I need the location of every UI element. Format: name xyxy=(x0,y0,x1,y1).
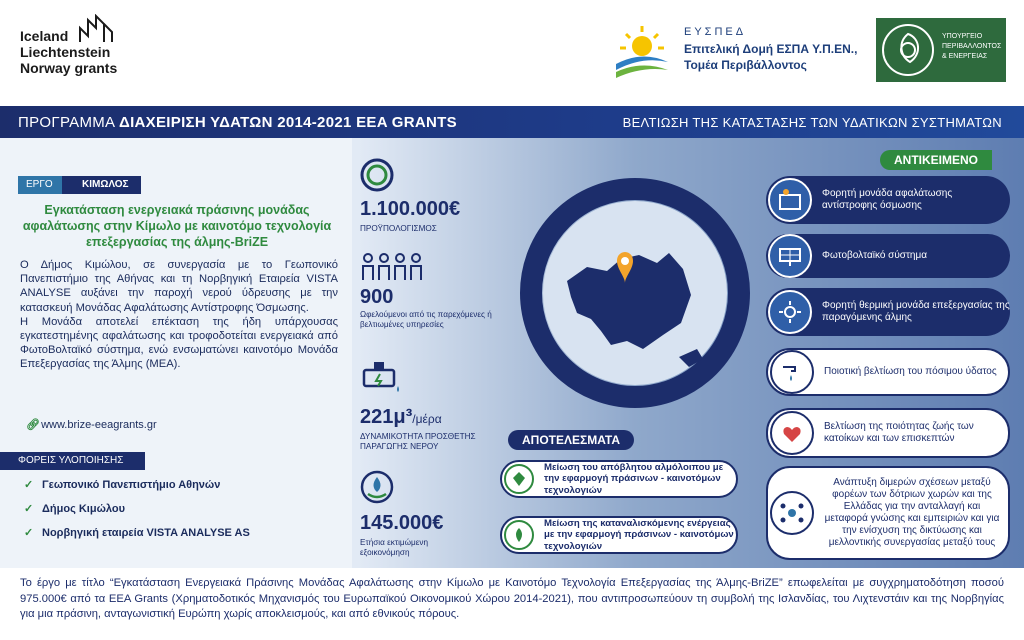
savings-value: 145.000€ xyxy=(360,512,444,534)
program-title xyxy=(18,114,457,131)
thermal-unit-icon xyxy=(768,290,812,334)
budget-label: ΠΡΟΫΠΟΛΟΓΙΣΜΟΣ xyxy=(360,224,437,233)
eyspe-logo xyxy=(612,22,872,82)
program-name: ΔΙΑΧΕΙΡΙΣΗ ΥΔΑΤΩΝ 2014-2021 EEA GRANTS xyxy=(119,114,457,131)
program-prefix: ΠΡΟΓΡΑΜΜΑ xyxy=(18,114,119,131)
logo-line-1: Iceland xyxy=(20,28,69,44)
implementer-item xyxy=(24,502,125,515)
result-text: Μείωση της καταναλισκόμενης ενέργειας με την εφαρμογή πράσινων - καινοτόμων τεχνολογιών xyxy=(544,517,734,552)
budget-value: 1.100.000€ xyxy=(360,198,461,220)
implementers-label: ΦΟΡΕΙΣ ΥΛΟΠΟΙΗΣΗΣ xyxy=(0,452,145,470)
project-title: Εγκατάσταση ενεργειακά πράσινης μονάδας αφαλάτωσης στην Κίμωλο με καινοτόμο τεχνολογία επεξεργασίας της άλμης-BriZE xyxy=(22,203,332,249)
project-panel xyxy=(0,138,352,568)
objective-text: Βελτίωση της ποιότητας ζωής των κατοίκων και των επισκεπτών xyxy=(824,421,974,444)
results-header: ΑΠΟΤΕΛΕΣΜΑΤΑ xyxy=(508,430,634,450)
project-tag xyxy=(18,176,141,194)
capacity-value xyxy=(360,406,442,429)
objective-item xyxy=(766,466,1010,560)
beneficiaries-label: Ωφελούμενοι από τις παρεχόμενες ή βελτιωμένες υπηρεσίες xyxy=(360,310,492,329)
solar-panel-icon xyxy=(768,234,812,278)
funding-footer: Το έργο με τίτλο “Εγκατάσταση Ενεργειακά Πράσινης Μονάδας Αφαλάτωσης στην Κίμωλο με Καινοτόμο Τεχνολογία Επεξεργασίας της Άλμης-BriZE” επωφελείται με συγχρηματοδότηση ποσού 975.000€ από τα EEA Grants (Χρηματοδοτικός Μηχανισμός του Ευρωπαϊκού Οικονομικού Χώρου 2014-2021), που αντιπροσωπεύουν τη συμβολή της Ισλανδίας, του Λιχτενστάιν και της Νορβηγίας για μια πράσινη, ανταγωνιστική Ευρώπη χωρίς αποκλεισμούς, και από εθνικούς πόρους. xyxy=(0,568,1024,640)
check-icon: ✓ xyxy=(24,527,34,539)
desalination-icon xyxy=(768,178,812,222)
kimolos-island-map xyxy=(515,173,755,413)
objective-item xyxy=(766,348,1010,396)
result-text: Μείωση του απόβλητου αλμόλοιπου με την εφαρμογή πράσινων - καινοτόμων τεχνολογιών xyxy=(544,461,724,496)
beneficiaries-value: 900 xyxy=(360,286,394,308)
waste-reduction-icon xyxy=(504,464,534,494)
savings-icon xyxy=(360,470,394,504)
objective-item xyxy=(766,234,1010,278)
objective-text: Ανάπτυξη διμερών σχέσεων μεταξύ φορέων των δότριων χωρών και της Ελλάδας για την ανταλλαγή και μεταφορά γνώσης και εμπειριών και για την ενίσχυση της δικτύωσης και μελλοντικής συνεργασίας μεταξύ τους xyxy=(824,477,1000,548)
logo-line-2: Liechtenstein xyxy=(20,44,111,60)
objective-item xyxy=(766,176,1010,224)
implementer-name: Δήμος Κιμώλου xyxy=(42,503,125,515)
eyspe-line-1: Επιτελική Δομή ΕΣΠΑ Υ.Π.ΕΝ., xyxy=(684,42,858,56)
description-paragraph-2: Η Μονάδα αποτελεί επέκταση της ήδη υπάρχουσας εγκατεστημένης αφαλάτωσης και τροφοδοτείται ενεργειακά από ΦωτοΒολταϊκό σύστημα, ενώ ενσωματώνει καινοτόμο Μονάδα Επεξεργασίας της Άλμης (ΜΕΑ). xyxy=(20,315,338,371)
drinking-water-icon xyxy=(770,350,814,394)
check-icon: ✓ xyxy=(24,479,34,491)
stats-column xyxy=(352,138,502,568)
implementer-item xyxy=(24,478,220,491)
ministry-line-3: & ΕΝΕΡΓΕΙΑΣ xyxy=(942,53,988,60)
ministry-seal-icon xyxy=(880,22,936,78)
eyspe-line-2: Τομέα Περιβάλλοντος xyxy=(684,58,807,72)
capacity-label: ΔΥΝΑΜΙΚΟΤΗΤΑ ΠΡΟΣΘΕΤΗΣ ΠΑΡΑΓΩΓΗΣ ΝΕΡΟΥ xyxy=(360,432,476,451)
project-description xyxy=(20,258,338,372)
capacity-number: 221μ³ xyxy=(360,406,413,428)
result-item xyxy=(500,516,738,554)
energy-reduction-icon xyxy=(504,520,534,550)
project-tag-value: ΚΙΜΩΛΟΣ xyxy=(62,176,141,194)
project-tag-label: ΕΡΓΟ xyxy=(18,176,62,194)
implementer-item xyxy=(24,526,250,539)
program-goal: ΒΕΛΤΙΩΣΗ ΤΗΣ ΚΑΤΑΣΤΑΣΗΣ ΤΩΝ ΥΔΑΤΙΚΩΝ ΣΥΣΤΗΜΑΤΩΝ xyxy=(622,115,1002,130)
ministry-line-2: ΠΕΡΙΒΑΛΛΟΝΤΟΣ xyxy=(942,43,1002,50)
main-panel xyxy=(0,138,1024,568)
website-link[interactable] xyxy=(26,418,157,431)
objective-item xyxy=(766,288,1010,336)
result-item xyxy=(500,460,738,498)
quality-of-life-icon xyxy=(770,411,814,455)
water-tap-icon xyxy=(360,360,404,394)
sun-wave-logo-icon xyxy=(612,22,672,82)
objective-text: Φωτοβολταϊκό σύστημα xyxy=(822,250,928,261)
objective-text: Ποιοτική βελτίωση του πόσιμου ύδατος xyxy=(824,366,997,377)
objective-header: ΑΝΤΙΚΕΙΜΕΝΟ xyxy=(880,150,992,170)
program-band xyxy=(0,106,1024,138)
capacity-unit: /μέρα xyxy=(412,412,442,426)
description-paragraph-1: Ο Δήμος Κιμώλου, σε συνεργασία με το Γεωπονικό Πανεπιστήμιο της Αθήνας και τη Νορβηγική Εταιρεία VISTA ANALYSE αυξάνει την παροχή νερού ύδρευσης με την κατασκευή Μονάδας Αφαλάτωσης Αντίστροφης Όσμωσης. xyxy=(20,259,338,314)
budget-icon xyxy=(360,158,394,192)
ministry-text xyxy=(942,32,1001,62)
objective-text: Φορητή μονάδα αφαλάτωσης αντίστροφης όσμωσης xyxy=(822,188,953,211)
ministry-logo xyxy=(876,18,1006,82)
people-icon xyxy=(360,252,430,286)
implementer-name: Νορβηγική εταιρεία VISTA ANALYSE AS xyxy=(42,527,250,539)
objective-item xyxy=(766,408,1010,458)
objective-text: Φορητή θερμική μονάδα επεξεργασίας της παραγόμενης άλμης xyxy=(822,300,1010,323)
savings-label: Ετήσια εκτιμώμενη εξοικονόμηση xyxy=(360,538,429,557)
link-icon: 🔗︎ xyxy=(26,419,40,431)
logo-line-3: Norway grants xyxy=(20,60,118,76)
header xyxy=(0,0,1024,106)
network-icon xyxy=(770,491,814,535)
website-url: www.brize-eeagrants.gr xyxy=(41,419,157,431)
ministry-line-1: ΥΠΟΥΡΓΕΙΟ xyxy=(942,33,983,40)
check-icon: ✓ xyxy=(24,503,34,515)
eea-grants-mark-icon xyxy=(78,14,116,44)
eyspe-title: ΕΥΣΠΕΔ xyxy=(684,26,747,38)
implementer-name: Γεωπονικό Πανεπιστήμιο Αθηνών xyxy=(42,479,221,491)
